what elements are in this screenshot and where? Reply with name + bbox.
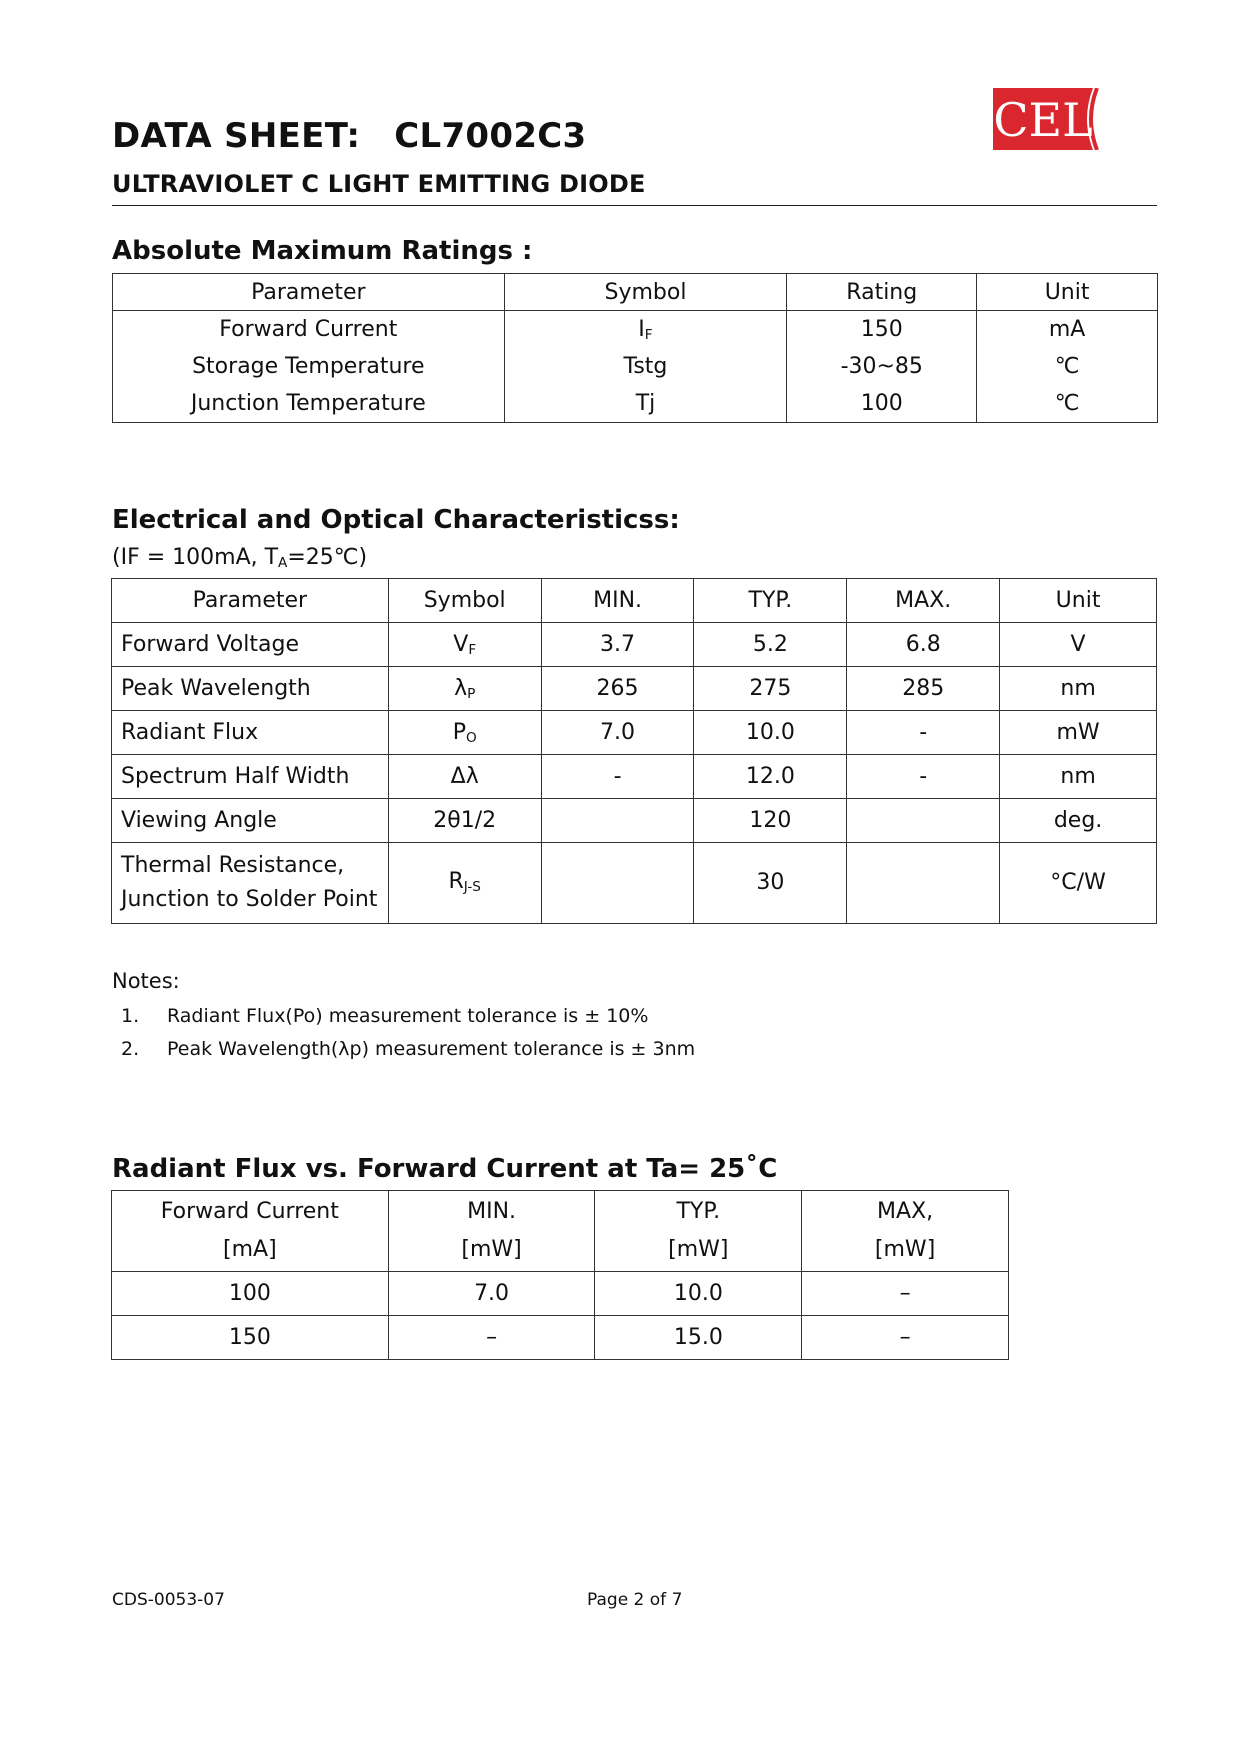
note-number: 1.	[121, 1005, 140, 1027]
header-line2: [mA]	[223, 1237, 277, 1262]
cell-typ: 275	[694, 667, 847, 711]
cell-typ: 5.2	[694, 623, 847, 667]
col-header-unit: Unit	[977, 274, 1158, 311]
symbol-main: λ	[454, 676, 468, 701]
header-line1: MAX,	[877, 1199, 934, 1224]
col-header-rating: Rating	[787, 274, 977, 311]
cell-min	[541, 799, 694, 843]
cell-parameter: Storage Temperature	[113, 348, 505, 385]
table-row	[113, 311, 1158, 349]
page-number: Page 2 of 7	[587, 1590, 683, 1610]
col-header-min: MIN.	[541, 579, 694, 623]
col-header-typ: TYP.	[694, 579, 847, 623]
cell-typ: 12.0	[694, 755, 847, 799]
cell-unit: deg.	[1000, 799, 1157, 843]
header-line2: [mW]	[461, 1237, 522, 1262]
symbol-sub: F	[468, 642, 477, 659]
table-row	[112, 667, 1157, 711]
cell-symbol: Δλ	[388, 755, 541, 799]
cell-min: 3.7	[541, 623, 694, 667]
col-header-current	[112, 1191, 389, 1272]
header-line1: MIN.	[467, 1199, 517, 1224]
cell-symbol: Tj	[504, 385, 787, 423]
note-text: Radiant Flux(Po) measurement tolerance is ± 10%	[167, 1005, 649, 1027]
cell-parameter: Spectrum Half Width	[112, 755, 389, 799]
cell-max	[847, 843, 1000, 924]
symbol-sub: P	[467, 686, 476, 703]
cell-min: -	[541, 755, 694, 799]
cell-typ: 120	[694, 799, 847, 843]
cell-parameter	[112, 843, 389, 924]
header-line2: [mW]	[874, 1237, 936, 1262]
header-line1: Forward Current	[160, 1199, 339, 1224]
table-header-row	[112, 579, 1157, 623]
col-header-max: MAX.	[847, 579, 1000, 623]
table-header-row	[113, 274, 1158, 311]
cell-min: 7.0	[541, 711, 694, 755]
cell-max: 6.8	[847, 623, 1000, 667]
cell-min: –	[388, 1316, 595, 1360]
cell-unit: mA	[977, 311, 1158, 349]
cell-parameter: Junction Temperature	[113, 385, 505, 423]
cell-unit: ℃	[977, 385, 1158, 423]
cell-unit: nm	[1000, 667, 1157, 711]
radiant-flux-table	[111, 1190, 1009, 1360]
symbol-main: I	[638, 317, 645, 342]
amr-section-title: Absolute Maximum Ratings :	[112, 236, 533, 266]
cell-typ: 30	[694, 843, 847, 924]
cell-current: 100	[112, 1272, 389, 1316]
cell-min	[541, 843, 694, 924]
notes-heading: Notes:	[112, 969, 180, 993]
cell-parameter: Forward Current	[113, 311, 505, 349]
col-header-symbol: Symbol	[504, 274, 787, 311]
table-row	[113, 385, 1158, 423]
eoc-section-title: Electrical and Optical Characteristicss:	[112, 505, 680, 535]
cell-unit: V	[1000, 623, 1157, 667]
parameter-line1: Thermal Resistance,	[121, 853, 345, 878]
page-title	[112, 116, 587, 156]
cell-rating: 150	[787, 311, 977, 349]
page-subtitle: ULTRAVIOLET C LIGHT EMITTING DIODE	[112, 170, 646, 198]
cell-symbol	[388, 623, 541, 667]
note-item	[121, 1038, 695, 1060]
cell-unit: mW	[1000, 711, 1157, 755]
cell-current: 150	[112, 1316, 389, 1360]
table-row	[113, 348, 1158, 385]
table-row	[112, 1316, 1009, 1360]
note-item	[121, 1005, 648, 1027]
document-number: CDS-0053-07	[112, 1590, 225, 1610]
cell-min: 7.0	[388, 1272, 595, 1316]
rf-section-title: Radiant Flux vs. Forward Current at Ta= 25˚C	[112, 1154, 778, 1184]
symbol-sub: O	[465, 730, 477, 747]
part-number: CL7002C3	[394, 116, 587, 156]
table-row	[112, 799, 1157, 843]
cell-symbol	[388, 711, 541, 755]
header-line1: TYP.	[676, 1199, 721, 1224]
cell-parameter: Radiant Flux	[112, 711, 389, 755]
symbol-sub: F	[644, 327, 653, 344]
table-row	[112, 843, 1157, 924]
cell-parameter: Forward Voltage	[112, 623, 389, 667]
cell-symbol	[388, 843, 541, 924]
header-line2: [mW]	[668, 1237, 729, 1262]
cell-rating: 100	[787, 385, 977, 423]
cell-unit: nm	[1000, 755, 1157, 799]
test-condition	[112, 545, 367, 570]
header-divider	[112, 205, 1157, 206]
condition-suffix: =25℃)	[287, 545, 368, 570]
cell-parameter: Peak Wavelength	[112, 667, 389, 711]
col-header-symbol: Symbol	[388, 579, 541, 623]
cell-symbol	[504, 311, 787, 349]
cell-typ: 10.0	[595, 1272, 802, 1316]
cell-parameter: Viewing Angle	[112, 799, 389, 843]
col-header-min	[388, 1191, 595, 1272]
cell-rating: -30~85	[787, 348, 977, 385]
cell-typ: 10.0	[694, 711, 847, 755]
cell-unit: °C/W	[1000, 843, 1157, 924]
table-row	[112, 755, 1157, 799]
table-header-row	[112, 1191, 1009, 1272]
cell-symbol	[388, 667, 541, 711]
note-text: Peak Wavelength(λp) measurement tolerance is ± 3nm	[167, 1038, 696, 1060]
parameter-line2: Junction to Solder Point	[121, 887, 378, 912]
condition-prefix: (IF = 100mA, T	[112, 545, 279, 570]
symbol-sub: J-S	[463, 879, 481, 896]
col-header-typ	[595, 1191, 802, 1272]
col-header-max	[802, 1191, 1009, 1272]
cell-symbol: 2θ1/2	[388, 799, 541, 843]
symbol-main: P	[452, 720, 466, 745]
col-header-unit: Unit	[1000, 579, 1157, 623]
cell-max: -	[847, 711, 1000, 755]
cell-min: 265	[541, 667, 694, 711]
table-row	[112, 711, 1157, 755]
absolute-max-ratings-table	[112, 273, 1158, 423]
table-row	[112, 1272, 1009, 1316]
electrical-optical-table	[111, 578, 1157, 924]
cell-symbol: Tstg	[504, 348, 787, 385]
note-number: 2.	[121, 1038, 140, 1060]
cell-max	[847, 799, 1000, 843]
symbol-main: V	[453, 632, 469, 657]
title-prefix: DATA SHEET:	[112, 116, 361, 156]
logo-text: CEL	[993, 93, 1093, 147]
col-header-parameter: Parameter	[112, 579, 389, 623]
cel-logo	[993, 88, 1105, 150]
cell-max: -	[847, 755, 1000, 799]
col-header-parameter: Parameter	[113, 274, 505, 311]
table-row	[112, 623, 1157, 667]
cell-unit: ℃	[977, 348, 1158, 385]
cell-max: –	[802, 1272, 1009, 1316]
cell-max: –	[802, 1316, 1009, 1360]
cell-typ: 15.0	[595, 1316, 802, 1360]
condition-sub: A	[278, 555, 288, 572]
cell-max: 285	[847, 667, 1000, 711]
symbol-main: R	[448, 869, 464, 894]
